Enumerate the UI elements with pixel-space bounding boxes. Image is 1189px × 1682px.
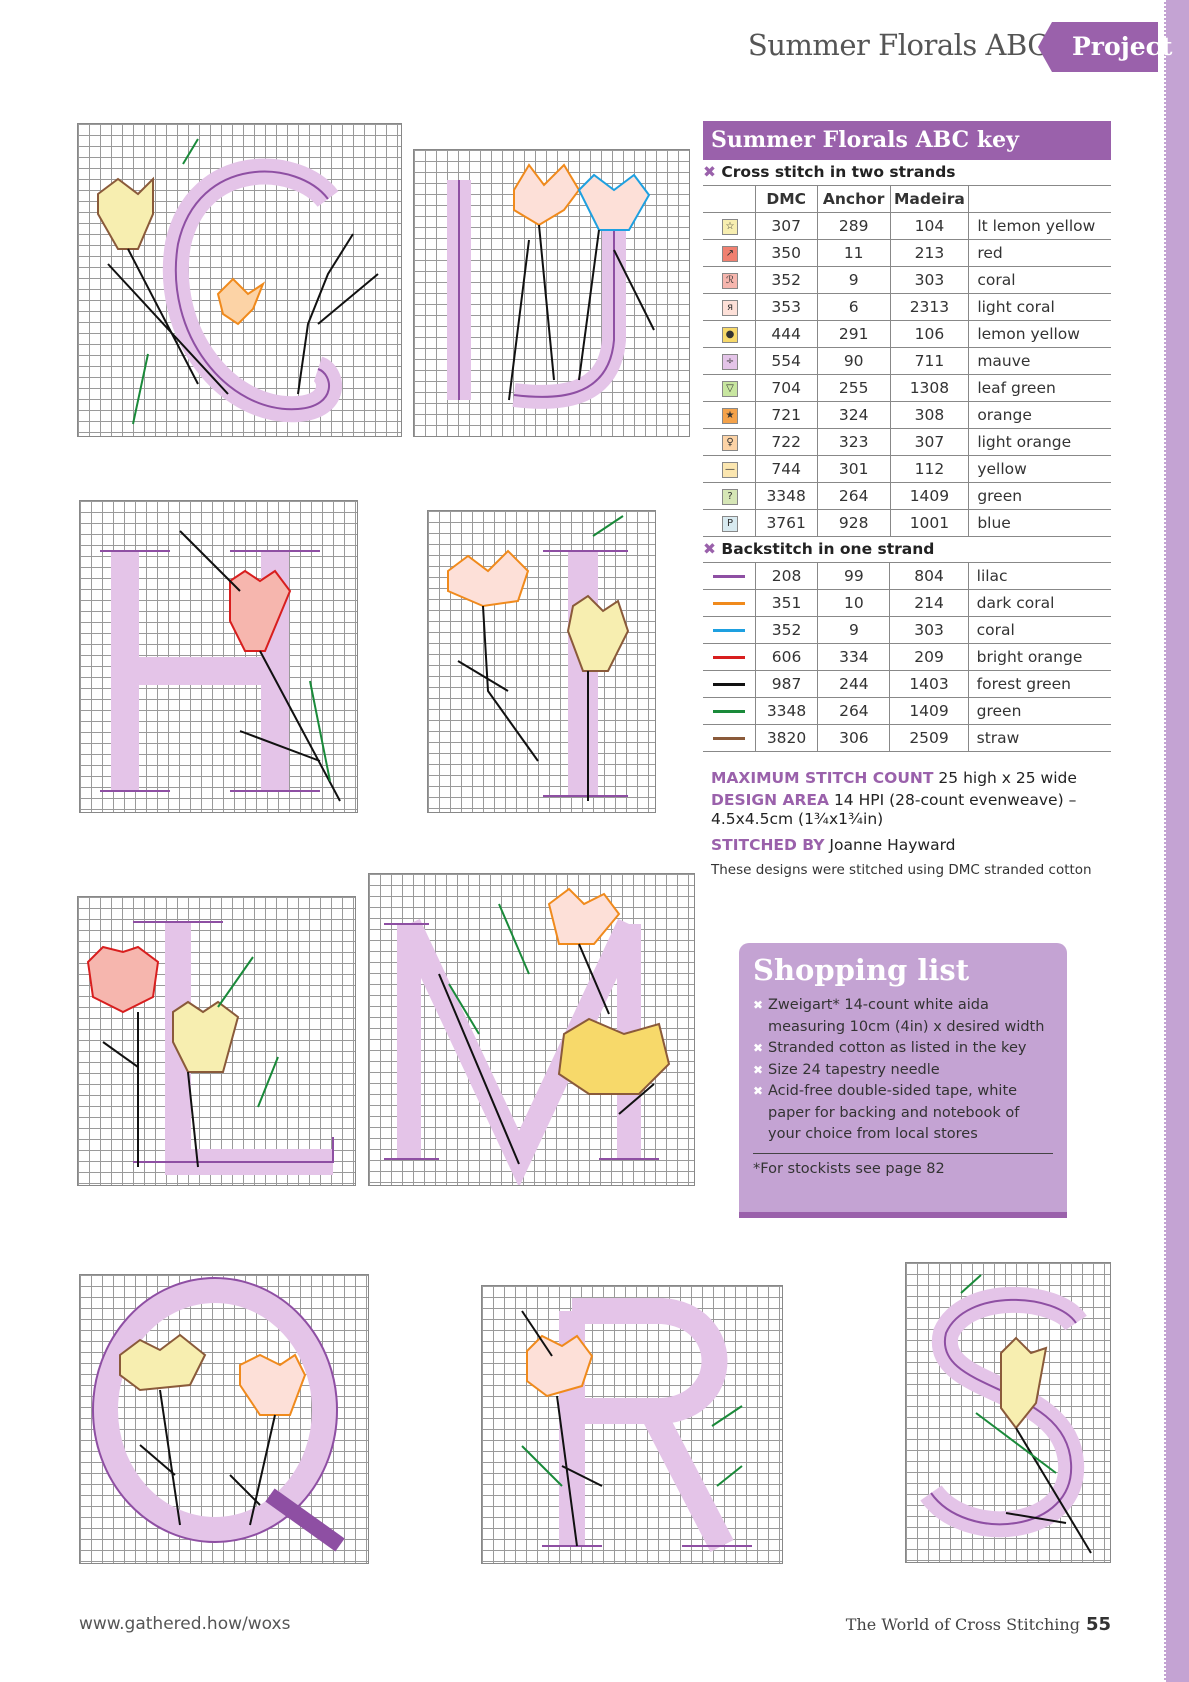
stitch-symbol-icon: ℛ [722, 273, 738, 289]
dmc-cell: 350 [755, 240, 817, 267]
backstitch-row [703, 698, 1111, 725]
chart-j-art [414, 150, 689, 436]
cross-stitch-label-text: Cross stitch in two strands [721, 163, 956, 181]
anchor-cell: 6 [817, 294, 890, 321]
dmc-header: DMC [755, 186, 817, 213]
backstitch-line-icon [713, 683, 745, 686]
madeira-cell: 112 [890, 456, 969, 483]
symbol-cell [703, 240, 755, 267]
anchor-cell: 301 [817, 456, 890, 483]
colour-name-header [969, 186, 1111, 213]
stitch-symbol-icon: я [722, 300, 738, 316]
colour-name-cell: lt lemon yellow [969, 213, 1111, 240]
cross-stitch-table [703, 186, 1111, 537]
madeira-cell: 104 [890, 213, 969, 240]
backstitch-label [703, 537, 1111, 563]
stitch-symbol-icon: ▽ [722, 381, 738, 397]
line-cell [703, 698, 755, 725]
line-cell [703, 563, 755, 590]
anchor-header: Anchor [817, 186, 890, 213]
anchor-cell: 306 [818, 725, 890, 752]
stitch-count [711, 769, 1077, 788]
backstitch-line-icon [713, 710, 745, 713]
colour-name-cell: green [968, 698, 1111, 725]
dmc-cell: 704 [755, 375, 817, 402]
symbol-cell [703, 375, 755, 402]
backstitch-line-icon [713, 656, 745, 659]
madeira-cell: 106 [890, 321, 969, 348]
backstitch-line-icon [713, 602, 745, 605]
dmc-cell: 353 [755, 294, 817, 321]
anchor-cell: 9 [818, 617, 890, 644]
symbol-cell [703, 213, 755, 240]
shopping-item: ✖ Zweigart* 14-count white aida measuring 10cm (4in) x desired width [753, 995, 1053, 1038]
backstitch-table [703, 563, 1111, 752]
line-cell [703, 617, 755, 644]
footer-magazine [846, 1614, 1111, 1635]
dmc-cell: 208 [755, 563, 818, 590]
dmc-cell: 722 [755, 429, 817, 456]
dmc-cell: 352 [755, 267, 817, 294]
symbol-cell [703, 267, 755, 294]
stitch-symbol-icon: ● [722, 327, 738, 343]
anchor-cell: 928 [817, 510, 890, 537]
symbol-cell [703, 510, 755, 537]
dmc-cell: 3761 [755, 510, 817, 537]
backstitch-rows [703, 563, 1111, 752]
anchor-cell: 11 [817, 240, 890, 267]
backstitch-row [703, 644, 1111, 671]
chart-letter-j [413, 149, 690, 437]
anchor-cell: 324 [817, 402, 890, 429]
section-tab: Project [1052, 22, 1158, 72]
chart-m-art [369, 874, 694, 1185]
chart-letter-h [79, 500, 358, 813]
dmc-cell: 987 [755, 671, 818, 698]
chart-letter-r [481, 1285, 783, 1564]
stitch-symbol-icon: ? [722, 489, 738, 505]
madeira-cell: 804 [890, 563, 968, 590]
chart-q-art [80, 1275, 368, 1563]
colour-name-cell: coral [968, 617, 1111, 644]
design-area-size: 4.5x4.5cm (1¾x1¾in) [711, 810, 884, 828]
shopping-title: Shopping list [753, 953, 970, 987]
design-area-value: 14 HPI (28-count evenweave) – [833, 791, 1077, 809]
madeira-cell: 1001 [890, 510, 969, 537]
backstitch-row [703, 617, 1111, 644]
colour-name-cell: lilac [968, 563, 1111, 590]
chart-l-art [78, 897, 355, 1185]
dmc-cell: 721 [755, 402, 817, 429]
anchor-cell: 323 [817, 429, 890, 456]
cross-stitch-rows [703, 213, 1111, 537]
backstitch-row [703, 590, 1111, 617]
chart-letter-m [368, 873, 695, 1186]
madeira-header: Madeira [890, 186, 969, 213]
chart-h-art [80, 501, 357, 812]
colour-name-cell: green [969, 483, 1111, 510]
footer-url[interactable]: www.gathered.how/woxs [79, 1614, 291, 1634]
colour-name-cell: lemon yellow [969, 321, 1111, 348]
cross-stitch-row [703, 240, 1111, 267]
colour-name-cell: yellow [969, 456, 1111, 483]
madeira-cell: 1409 [890, 483, 969, 510]
colour-name-cell: bright orange [968, 644, 1111, 671]
cross-stitch-row [703, 402, 1111, 429]
stitch-symbol-icon: P [722, 516, 738, 532]
colour-name-cell: orange [969, 402, 1111, 429]
colour-name-cell: forest green [968, 671, 1111, 698]
madeira-cell: 1403 [890, 671, 968, 698]
key-header-row [703, 186, 1111, 213]
cross-stitch-row [703, 483, 1111, 510]
shopping-item: ✖ Size 24 tapestry needle [753, 1060, 1053, 1082]
madeira-cell: 209 [890, 644, 968, 671]
cross-stitch-row [703, 375, 1111, 402]
colour-name-cell: leaf green [969, 375, 1111, 402]
cross-stitch-row [703, 294, 1111, 321]
backstitch-line-icon [713, 737, 745, 740]
stitch-symbol-icon: ÷ [722, 354, 738, 370]
madeira-cell: 2509 [890, 725, 968, 752]
stitch-symbol-icon: ♀ [722, 435, 738, 451]
anchor-cell: 9 [817, 267, 890, 294]
backstitch-label-text: Backstitch in one strand [721, 540, 935, 558]
stitch-count-label: MAXIMUM STITCH COUNT [711, 769, 934, 787]
madeira-cell: 308 [890, 402, 969, 429]
cross-stitch-row [703, 456, 1111, 483]
page-edge-strip [1164, 0, 1189, 1682]
symbol-cell [703, 456, 755, 483]
backstitch-line-icon [713, 629, 745, 632]
symbol-cell [703, 294, 755, 321]
chart-s-art [906, 1263, 1110, 1562]
symbol-cell [703, 348, 755, 375]
anchor-cell: 255 [817, 375, 890, 402]
chart-letter-l [77, 896, 356, 1186]
stitch-symbol-icon: ↗ [722, 246, 738, 262]
madeira-cell: 307 [890, 429, 969, 456]
cross-stitch-label [703, 160, 1111, 186]
cross-mark-icon: ✖ [703, 163, 716, 181]
dmc-cell: 307 [755, 213, 817, 240]
chart-letter-q [79, 1274, 369, 1564]
chart-r-art [482, 1286, 782, 1563]
madeira-cell: 2313 [890, 294, 969, 321]
anchor-cell: 90 [817, 348, 890, 375]
anchor-cell: 289 [817, 213, 890, 240]
colour-name-cell: straw [968, 725, 1111, 752]
anchor-cell: 264 [818, 698, 890, 725]
anchor-cell: 10 [818, 590, 890, 617]
colour-name-cell: blue [969, 510, 1111, 537]
colour-name-cell: red [969, 240, 1111, 267]
madeira-cell: 303 [890, 267, 969, 294]
dmc-cell: 3348 [755, 483, 817, 510]
stitch-symbol-icon: — [722, 462, 738, 478]
dmc-cell: 351 [755, 590, 818, 617]
stitch-count-value: 25 high x 25 wide [938, 769, 1077, 787]
chart-i-art [428, 511, 655, 812]
cross-stitch-row [703, 267, 1111, 294]
anchor-cell: 334 [818, 644, 890, 671]
stitched-by-value: Joanne Hayward [829, 836, 956, 854]
stitch-symbol-icon: ☆ [722, 219, 738, 235]
anchor-cell: 291 [817, 321, 890, 348]
backstitch-row [703, 563, 1111, 590]
cross-stitch-row [703, 429, 1111, 456]
anchor-cell: 244 [818, 671, 890, 698]
symbol-cell [703, 483, 755, 510]
chart-letter-i [427, 510, 656, 813]
symbol-cell [703, 429, 755, 456]
madeira-cell: 711 [890, 348, 969, 375]
madeira-cell: 1308 [890, 375, 969, 402]
dmc-cell: 444 [755, 321, 817, 348]
stitch-symbol-icon: ★ [722, 408, 738, 424]
cross-mark-icon: ✖ [703, 540, 716, 558]
cross-stitch-row [703, 213, 1111, 240]
chart-letter-s [905, 1262, 1111, 1563]
line-cell [703, 671, 755, 698]
line-cell [703, 644, 755, 671]
page-number: 55 [1085, 1614, 1111, 1635]
cotton-note: These designs were stitched using DMC stranded cotton [711, 862, 1092, 878]
anchor-cell: 99 [818, 563, 890, 590]
symbol-cell [703, 402, 755, 429]
shopping-item: ✖ Acid-free double-sided tape, white paper for backing and notebook of your choice from local stores [753, 1081, 1053, 1146]
shopping-items [753, 995, 1053, 1146]
design-area [711, 791, 1076, 829]
colour-name-cell: light orange [969, 429, 1111, 456]
shopping-divider [753, 1153, 1053, 1154]
symbol-cell [703, 321, 755, 348]
madeira-cell: 1409 [890, 698, 968, 725]
symbol-header [703, 186, 755, 213]
colour-name-cell: dark coral [968, 590, 1111, 617]
design-area-label: DESIGN AREA [711, 791, 829, 809]
madeira-cell: 303 [890, 617, 968, 644]
madeira-cell: 214 [890, 590, 968, 617]
shopping-item: ✖ Stranded cotton as listed in the key [753, 1038, 1053, 1060]
dmc-cell: 744 [755, 456, 817, 483]
chart-letter-g [77, 123, 402, 437]
backstitch-row [703, 671, 1111, 698]
line-cell [703, 590, 755, 617]
backstitch-line-icon [713, 575, 745, 578]
colour-name-cell: mauve [969, 348, 1111, 375]
anchor-cell: 264 [817, 483, 890, 510]
dmc-cell: 3348 [755, 698, 818, 725]
page-title: Summer Florals ABC [747, 28, 1049, 62]
madeira-cell: 213 [890, 240, 969, 267]
stockists-note: *For stockists see page 82 [753, 1160, 945, 1177]
colour-name-cell: coral [969, 267, 1111, 294]
chart-g-art [78, 124, 401, 436]
dmc-cell: 3820 [755, 725, 818, 752]
dmc-cell: 352 [755, 617, 818, 644]
stitch-key [703, 121, 1111, 752]
cross-stitch-row [703, 321, 1111, 348]
shopping-list [739, 943, 1067, 1218]
backstitch-row [703, 725, 1111, 752]
line-cell [703, 725, 755, 752]
cross-stitch-row [703, 348, 1111, 375]
dmc-cell: 606 [755, 644, 818, 671]
cross-stitch-row [703, 510, 1111, 537]
stitched-by-label: STITCHED BY [711, 836, 825, 854]
stitched-by [711, 836, 956, 855]
colour-name-cell: light coral [969, 294, 1111, 321]
magazine-name: The World of Cross Stitching [845, 1615, 1080, 1634]
key-title: Summer Florals ABC key [703, 121, 1111, 160]
dmc-cell: 554 [755, 348, 817, 375]
